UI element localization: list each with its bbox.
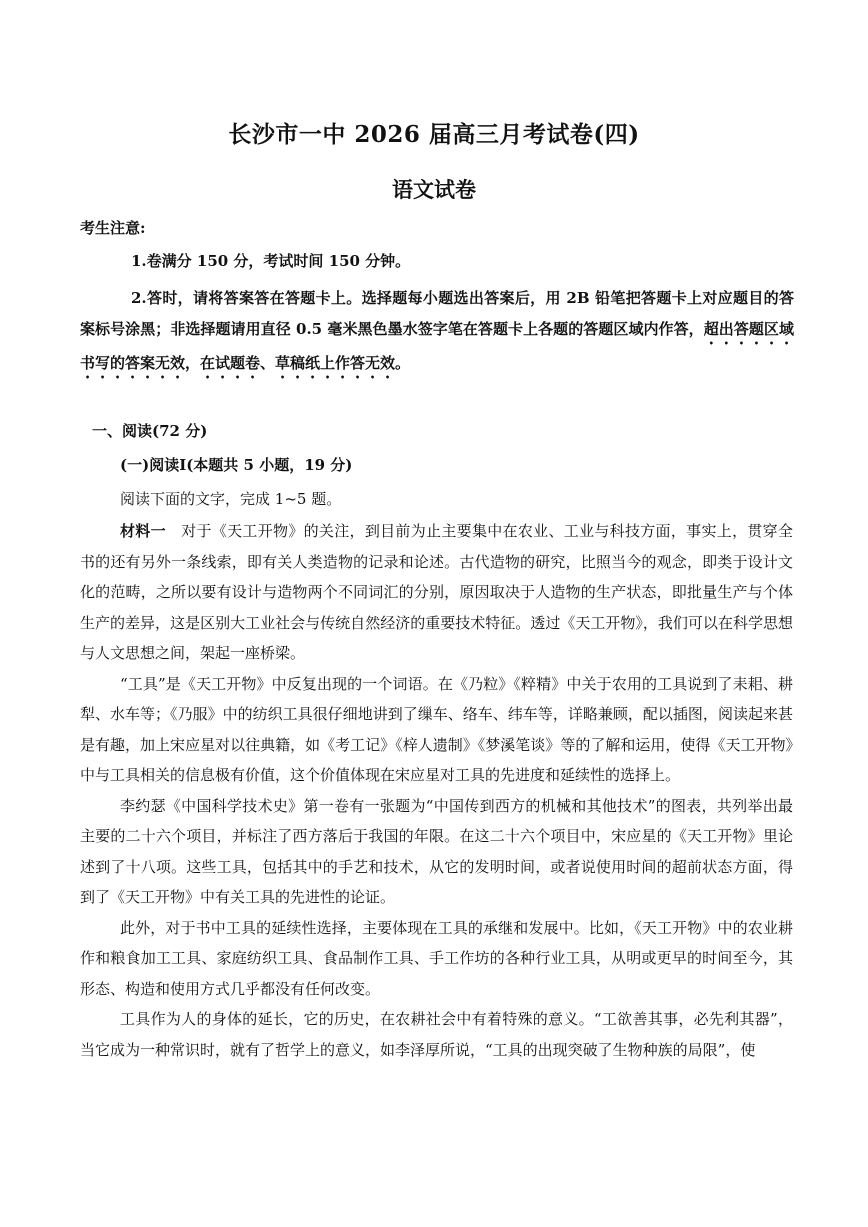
paragraph: “工具”是《天工开物》中反复出现的一个词语。在《乃粒》《粹精》中关于农用的工具说到了耒耜、耕犁、水车等；《乃服》中的纺织工具很仔细地讲到了缫车、络车、纬车等，详略兼顾，配以插图，阅读起来甚是有趣，加上宋应星对以往典籍，如《考工记》《梓人遗制》《梦溪笔谈》等的了解和运用，使得《天工开物》中与工具相关的信息极有价值，这个价值体现在宋应星对工具的先进度和延续性的选择上。 [80, 674, 793, 784]
paragraph: 工具作为人的身体的延长，它的历史，在农耕社会中有着特殊的意义。“工欲善其事，必先利其器”，当它成为一种常识时，就有了哲学上的意义，如李泽厚所说，“工具的出现突破了生物种族的局限”，使 [80, 1010, 793, 1059]
notice-item-2-emphasis: 超出答题区域书写的答案无效，在试题卷、草稿纸上作答无效。 [80, 320, 794, 372]
notice-item-2-text: 2.答时，请将答案答在答题卡上。选择题每小题选出答案后，用 2B 铅笔把答题卡上对应题目的答案标号涂黑；非选择题请用直径 0.5 毫米黑色墨水签字笔在答题卡上各题的答题区域内作答， [80, 289, 794, 338]
exam-subtitle: 语文试卷 [392, 177, 476, 202]
paragraph: 此外，对于书中工具的延续性选择，主要体现在工具的承继和发展中。比如，《天工开物》中的农业耕作和粮食加工工具、家庭纺织工具、食品制作工具、手工作坊的各种行业工具，从明或更早的时间至今，其形态、构造和使用方式几乎都没有任何改变。 [80, 918, 793, 998]
paragraph-text: 对于《天工开物》的关注，到目前为止主要集中在农业、工业与科技方面，事实上，贯穿全书的还有另外一条线索，即有关人类造物的记录和论述。古代造物的研究，比照当今的观念，即类于设计文化的范畴，之所以要有设计与造物两个不同词汇的分别，原因取决于人造物的生产状态，即批量生产与个体生产的差异，这是区别大工业社会与传统自然经济的重要技术特征。透过《天工开物》，我们可以在科学思想与人文思想之间，架起一座桥梁。 [80, 522, 793, 662]
notice-item-2 [80, 283, 794, 382]
notice-item-1: 1.卷满分 150 分，考试时间 150 分钟。 [131, 252, 411, 270]
reading-instruction: 阅读下面的文字，完成 1~5 题。 [120, 490, 342, 508]
paragraph [80, 516, 793, 669]
section-heading: 一、阅读(72 分) [92, 422, 208, 440]
reading-passage [80, 516, 793, 1065]
notice-heading: 考生注意: [80, 219, 146, 237]
exam-title: 长沙市一中 2026 届高三月考试卷(四) [228, 121, 640, 148]
paragraph: 李约瑟《中国科学技术史》第一卷有一张题为“中国传到西方的机械和其他技术”的图表，共列举出最主要的二十六个项目，并标注了西方落后于我国的年限。在这二十六个项目中，宋应星的《天工开物》里论述到了十八项。这些工具，包括其中的手艺和技术，从它的发明时间，或者说使用时间的超前状态方面，得到了《天工开物》中有关工具的先进性的论证。 [80, 796, 793, 906]
material-label: 材料一 [120, 522, 166, 540]
subsection-heading: (一)阅读Ⅰ(本题共 5 小题，19 分) [120, 456, 353, 474]
